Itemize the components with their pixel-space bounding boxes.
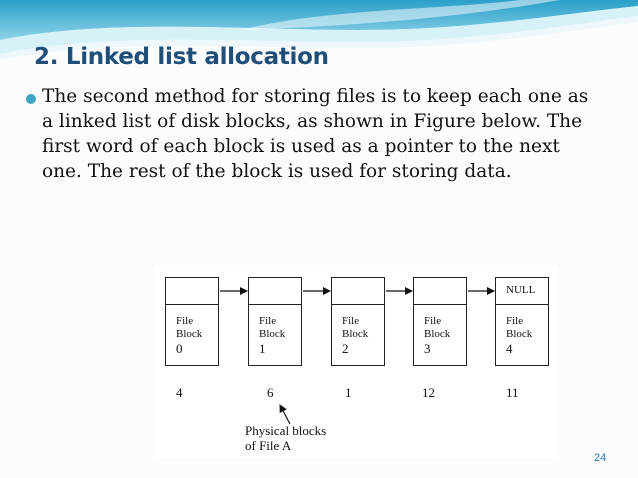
block-label-line2: Block	[259, 327, 286, 340]
physical-block-number: 12	[422, 385, 435, 400]
block-number: 3	[424, 341, 431, 356]
link-arrows	[154, 266, 558, 458]
bullet-line: a linked list of disk blocks, as shown in Figure below. The	[42, 111, 583, 132]
bullet-line: one. The rest of the block is used for storing data.	[42, 161, 512, 182]
page-number: 24	[594, 452, 607, 464]
block-number: 2	[342, 341, 349, 356]
block-number: 4	[506, 341, 513, 356]
bullet-paragraph	[42, 84, 622, 184]
block-number: 0	[176, 341, 183, 356]
bullet-line: The second method for storing files is to keep each one as	[42, 86, 589, 107]
physical-block-number: 1	[345, 385, 352, 400]
block-number: 1	[259, 341, 266, 356]
block-label-line1: File	[342, 315, 360, 327]
physical-block-number: 6	[267, 385, 274, 400]
slide-title: 2. Linked list allocation	[34, 44, 329, 70]
linked-list-figure	[154, 266, 558, 458]
block-label-line1: File	[506, 315, 524, 327]
caption-line: Physical blocks	[245, 423, 327, 438]
block-label-line2: Block	[424, 327, 451, 340]
block-label-line2: Block	[342, 327, 369, 340]
physical-block-number: 11	[506, 385, 519, 400]
block-label-line1: File	[259, 315, 277, 327]
block-label-line2: Block	[506, 327, 533, 340]
physical-block-number: 4	[176, 385, 183, 400]
bullet-line: first word of each block is used as a pointer to the next	[42, 136, 560, 157]
caption-arrow	[280, 405, 290, 424]
block-label-line2: Block	[176, 327, 203, 340]
bullet-icon	[26, 94, 36, 104]
block-label-line1: File	[176, 315, 194, 327]
figure-caption	[245, 423, 326, 453]
block-label-line1: File	[424, 315, 442, 327]
pointer-label: NULL	[506, 284, 536, 296]
caption-line: of File A	[245, 438, 292, 453]
